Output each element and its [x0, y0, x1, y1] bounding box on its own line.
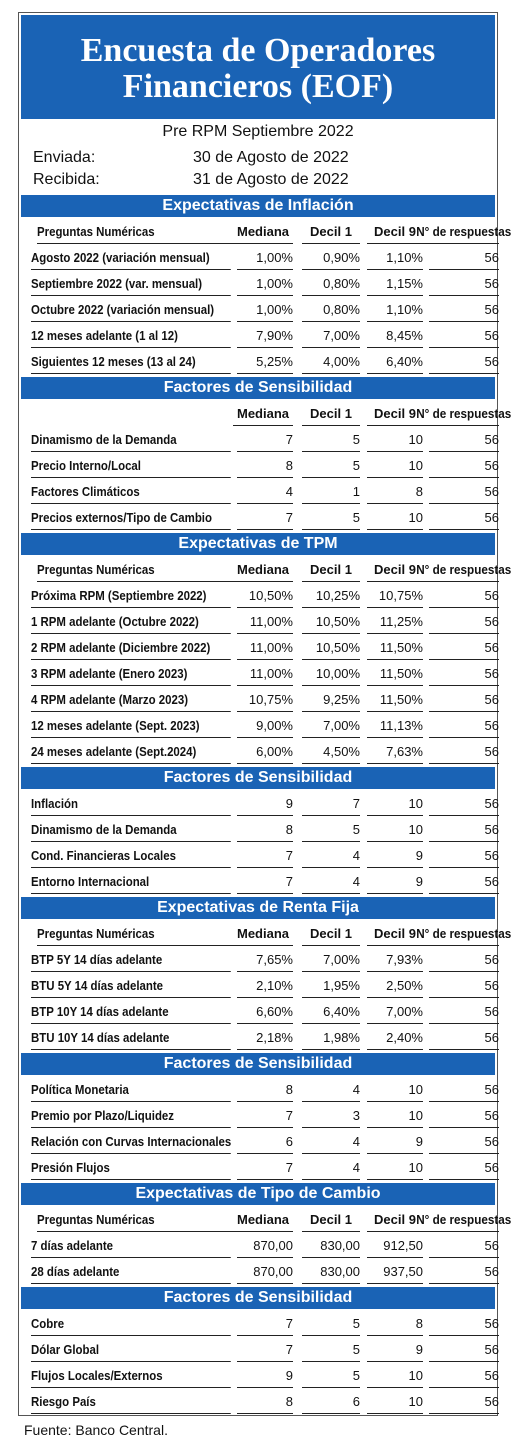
row-label: Siguientes 12 meses (13 al 24)	[31, 351, 231, 374]
table-row	[27, 455, 499, 481]
column-header: Decil 9	[367, 221, 423, 244]
sent-label: Enviada:	[33, 149, 96, 166]
row-value: 4	[302, 1079, 360, 1102]
row-value: 5	[302, 429, 360, 452]
table-row	[27, 1261, 499, 1287]
received-row	[33, 171, 349, 189]
row-label: 12 meses adelante (1 al 12)	[31, 325, 231, 348]
row-value: 9,25%	[302, 689, 360, 712]
sent-value: 30 de Agosto de 2022	[193, 149, 349, 166]
table-row	[27, 845, 499, 871]
row-value: 7	[237, 507, 293, 530]
row-value: 7,93%	[367, 949, 423, 972]
row-value: 4	[302, 845, 360, 868]
row-value: 830,00	[302, 1261, 360, 1284]
row-value: 870,00	[237, 1235, 293, 1258]
row-value: 56	[429, 455, 499, 478]
row-label: BTP 5Y 14 días adelante	[31, 949, 231, 972]
row-label: Cobre	[31, 1313, 231, 1336]
row-value: 11,50%	[367, 663, 423, 686]
row-value: 56	[429, 1079, 499, 1102]
table-row	[27, 1027, 499, 1053]
row-value: 7,00%	[367, 1001, 423, 1024]
sent-row	[33, 149, 349, 167]
row-value: 6,60%	[237, 1001, 293, 1024]
row-value: 7	[237, 429, 293, 452]
row-value: 4	[302, 1157, 360, 1180]
table-row	[27, 949, 499, 975]
row-value: 56	[429, 351, 499, 374]
table-header-row	[27, 923, 512, 949]
row-value: 0,90%	[302, 247, 360, 270]
row-value: 6,40%	[367, 351, 423, 374]
section-title: Expectativas de Renta Fija	[21, 897, 495, 919]
column-header: Preguntas Numéricas	[37, 923, 237, 946]
column-header: N° de respuestas	[416, 1209, 499, 1232]
row-value: 56	[429, 1027, 499, 1050]
row-label: 28 días adelante	[31, 1261, 231, 1284]
row-value: 912,50	[367, 1235, 423, 1258]
column-header: Decil 1	[302, 923, 360, 946]
row-value: 1,10%	[367, 299, 423, 322]
table-row	[27, 741, 499, 767]
row-value: 56	[429, 1001, 499, 1024]
row-value: 5	[302, 455, 360, 478]
row-label: BTP 10Y 14 días adelante	[31, 1001, 231, 1024]
table-row	[27, 1391, 499, 1417]
row-value: 56	[429, 1157, 499, 1180]
table-header-row	[27, 403, 512, 429]
column-header: Mediana	[233, 221, 293, 244]
row-value: 10	[367, 819, 423, 842]
row-value: 6	[302, 1391, 360, 1414]
column-header: Mediana	[233, 403, 293, 426]
table-row	[27, 1365, 499, 1391]
row-value: 56	[429, 715, 499, 738]
table-row	[27, 351, 499, 377]
row-value: 6,00%	[237, 741, 293, 764]
row-value: 7	[237, 1157, 293, 1180]
row-value: 5	[302, 507, 360, 530]
row-label: Octubre 2022 (variación mensual)	[31, 299, 231, 322]
table-row	[27, 247, 499, 273]
row-value: 7	[237, 845, 293, 868]
table-row	[27, 1235, 499, 1261]
table-row	[27, 637, 499, 663]
table-row	[27, 429, 499, 455]
row-label: Próxima RPM (Septiembre 2022)	[31, 585, 231, 608]
row-value: 56	[429, 1391, 499, 1414]
row-value: 56	[429, 1235, 499, 1258]
row-value: 10	[367, 1391, 423, 1414]
row-value: 7	[237, 1105, 293, 1128]
row-label: Dinamismo de la Demanda	[31, 819, 231, 842]
table-row	[27, 299, 499, 325]
row-label: 2 RPM adelante (Diciembre 2022)	[31, 637, 231, 660]
column-header: Decil 9	[367, 1209, 423, 1232]
title-line-1: Encuesta de Operadores	[80, 32, 436, 69]
row-value: 8,45%	[367, 325, 423, 348]
row-value: 1,00%	[237, 247, 293, 270]
table-row	[27, 1105, 499, 1131]
received-value: 31 de Agosto de 2022	[193, 171, 349, 188]
row-value: 6	[237, 1131, 293, 1154]
section-title: Expectativas de Inflación	[21, 195, 495, 217]
row-value: 9	[367, 1131, 423, 1154]
row-value: 56	[429, 1365, 499, 1388]
row-label: 1 RPM adelante (Octubre 2022)	[31, 611, 231, 634]
column-header: N° de respuestas	[416, 221, 499, 244]
section-title: Factores de Sensibilidad	[21, 1287, 495, 1309]
row-value: 4	[237, 481, 293, 504]
table-row	[27, 1131, 499, 1157]
source-footer: Fuente: Banco Central.	[24, 1422, 168, 1438]
row-label: BTU 10Y 14 días adelante	[31, 1027, 231, 1050]
row-label: 7 días adelante	[31, 1235, 231, 1258]
row-label: 4 RPM adelante (Marzo 2023)	[31, 689, 231, 712]
row-value: 56	[429, 585, 499, 608]
row-value: 2,10%	[237, 975, 293, 998]
row-value: 10,50%	[302, 637, 360, 660]
row-label: Dinamismo de la Demanda	[31, 429, 231, 452]
row-value: 8	[367, 1313, 423, 1336]
row-value: 1,00%	[237, 299, 293, 322]
row-value: 5	[302, 819, 360, 842]
row-value: 870,00	[237, 1261, 293, 1284]
report-frame	[18, 12, 512, 1416]
table-row	[27, 663, 499, 689]
row-value: 7,00%	[302, 715, 360, 738]
row-value: 11,25%	[367, 611, 423, 634]
row-value: 5,25%	[237, 351, 293, 374]
row-label: Inflación	[31, 793, 231, 816]
row-value: 1,98%	[302, 1027, 360, 1050]
row-value: 9,00%	[237, 715, 293, 738]
row-value: 4	[302, 871, 360, 894]
table-row	[27, 793, 499, 819]
row-value: 56	[429, 793, 499, 816]
row-value: 0,80%	[302, 273, 360, 296]
row-value: 10	[367, 1105, 423, 1128]
row-value: 9	[237, 793, 293, 816]
section-title: Factores de Sensibilidad	[21, 767, 495, 789]
column-header: Decil 1	[302, 403, 360, 426]
row-value: 11,13%	[367, 715, 423, 738]
row-label: Septiembre 2022 (var. mensual)	[31, 273, 231, 296]
row-value: 10	[367, 455, 423, 478]
row-value: 10	[367, 429, 423, 452]
table-row	[27, 1157, 499, 1183]
row-value: 56	[429, 247, 499, 270]
column-header	[37, 403, 237, 425]
table-row	[27, 689, 499, 715]
row-value: 56	[429, 819, 499, 842]
row-value: 8	[237, 1391, 293, 1414]
row-label: 3 RPM adelante (Enero 2023)	[31, 663, 231, 686]
row-value: 4,00%	[302, 351, 360, 374]
row-value: 56	[429, 845, 499, 868]
row-label: Relación con Curvas Internacionales	[31, 1131, 231, 1154]
table-header-row	[27, 221, 512, 247]
row-value: 0,80%	[302, 299, 360, 322]
row-value: 7,90%	[237, 325, 293, 348]
row-label: Flujos Locales/Externos	[31, 1365, 231, 1388]
row-value: 10,50%	[237, 585, 293, 608]
table-header-row	[27, 559, 512, 585]
table-row	[27, 1079, 499, 1105]
table-row	[27, 273, 499, 299]
row-value: 8	[237, 819, 293, 842]
row-value: 10	[367, 1079, 423, 1102]
column-header: N° de respuestas	[416, 923, 499, 946]
row-value: 10,75%	[237, 689, 293, 712]
row-value: 1,15%	[367, 273, 423, 296]
row-value: 10	[367, 793, 423, 816]
received-label: Recibida:	[33, 171, 100, 188]
row-value: 56	[429, 481, 499, 504]
row-value: 7	[237, 1339, 293, 1362]
row-value: 56	[429, 507, 499, 530]
survey-info	[19, 123, 497, 201]
row-value: 3	[302, 1105, 360, 1128]
row-label: Precios externos/Tipo de Cambio	[31, 507, 231, 530]
column-header: Preguntas Numéricas	[37, 221, 237, 244]
row-value: 9	[367, 845, 423, 868]
row-label: Dólar Global	[31, 1339, 231, 1362]
row-label: Agosto 2022 (variación mensual)	[31, 247, 231, 270]
row-value: 56	[429, 689, 499, 712]
row-value: 7,00%	[302, 325, 360, 348]
row-label: Premio por Plazo/Liquidez	[31, 1105, 231, 1128]
row-value: 830,00	[302, 1235, 360, 1258]
row-label: Cond. Financieras Locales	[31, 845, 231, 868]
table-row	[27, 507, 499, 533]
row-value: 6,40%	[302, 1001, 360, 1024]
table-row	[27, 1001, 499, 1027]
column-header: Decil 9	[367, 923, 423, 946]
row-value: 11,00%	[237, 663, 293, 686]
row-value: 1	[302, 481, 360, 504]
table-row	[27, 325, 499, 351]
row-value: 7	[237, 871, 293, 894]
row-value: 10,25%	[302, 585, 360, 608]
row-value: 56	[429, 1339, 499, 1362]
row-value: 56	[429, 611, 499, 634]
title-line-2: Financieros (EOF)	[122, 68, 394, 105]
table-row	[27, 819, 499, 845]
column-header: Decil 9	[367, 403, 423, 426]
table-row	[27, 1313, 499, 1339]
row-label: 12 meses adelante (Sept. 2023)	[31, 715, 231, 738]
row-label: Factores Climáticos	[31, 481, 231, 504]
row-label: Presión Flujos	[31, 1157, 231, 1180]
column-header: N° de respuestas	[416, 403, 499, 426]
row-value: 1,95%	[302, 975, 360, 998]
row-value: 11,50%	[367, 689, 423, 712]
row-value: 56	[429, 325, 499, 348]
row-value: 8	[367, 481, 423, 504]
row-value: 56	[429, 1313, 499, 1336]
column-header: Decil 9	[367, 559, 423, 582]
column-header: Decil 1	[302, 559, 360, 582]
column-header: Mediana	[233, 559, 293, 582]
table-row	[27, 975, 499, 1001]
section-title: Expectativas de Tipo de Cambio	[21, 1183, 495, 1205]
table-row	[27, 715, 499, 741]
row-value: 56	[429, 273, 499, 296]
row-value: 2,18%	[237, 1027, 293, 1050]
row-value: 56	[429, 637, 499, 660]
section-title: Expectativas de TPM	[21, 533, 495, 555]
row-value: 5	[302, 1339, 360, 1362]
row-value: 11,00%	[237, 637, 293, 660]
table-header-row	[27, 1209, 512, 1235]
column-header: Mediana	[233, 1209, 293, 1232]
table-row	[27, 611, 499, 637]
section-title: Factores de Sensibilidad	[21, 1053, 495, 1075]
row-value: 10,00%	[302, 663, 360, 686]
table-row	[27, 585, 499, 611]
row-value: 10,75%	[367, 585, 423, 608]
column-header: Decil 1	[302, 221, 360, 244]
row-value: 56	[429, 949, 499, 972]
row-value: 10,50%	[302, 611, 360, 634]
row-value: 8	[237, 1079, 293, 1102]
table-row	[27, 481, 499, 507]
row-value: 56	[429, 871, 499, 894]
row-label: Precio Interno/Local	[31, 455, 231, 478]
row-value: 10	[367, 507, 423, 530]
row-value: 7,63%	[367, 741, 423, 764]
row-value: 56	[429, 299, 499, 322]
column-header: Preguntas Numéricas	[37, 559, 237, 582]
row-value: 56	[429, 741, 499, 764]
row-value: 9	[367, 871, 423, 894]
row-value: 2,40%	[367, 1027, 423, 1050]
row-value: 10	[367, 1365, 423, 1388]
row-value: 9	[237, 1365, 293, 1388]
row-value: 10	[367, 1157, 423, 1180]
column-header: Decil 1	[302, 1209, 360, 1232]
row-value: 4	[302, 1131, 360, 1154]
row-value: 1,10%	[367, 247, 423, 270]
table-row	[27, 1339, 499, 1365]
row-value: 937,50	[367, 1261, 423, 1284]
column-header: Mediana	[233, 923, 293, 946]
row-label: 24 meses adelante (Sept.2024)	[31, 741, 231, 764]
row-value: 7,65%	[237, 949, 293, 972]
column-header: Preguntas Numéricas	[37, 1209, 237, 1232]
title-banner	[21, 15, 495, 119]
row-label: Entorno Internacional	[31, 871, 231, 894]
row-value: 11,50%	[367, 637, 423, 660]
row-value: 56	[429, 1105, 499, 1128]
row-value: 7	[302, 793, 360, 816]
subtitle: Pre RPM Septiembre 2022	[162, 123, 354, 140]
table-row	[27, 871, 499, 897]
row-value: 5	[302, 1365, 360, 1388]
row-value: 56	[429, 1131, 499, 1154]
row-value: 4,50%	[302, 741, 360, 764]
row-value: 5	[302, 1313, 360, 1336]
row-value: 9	[367, 1339, 423, 1362]
row-value: 2,50%	[367, 975, 423, 998]
row-value: 7	[237, 1313, 293, 1336]
row-value: 11,00%	[237, 611, 293, 634]
row-value: 7,00%	[302, 949, 360, 972]
row-label: Política Monetaria	[31, 1079, 231, 1102]
row-value: 56	[429, 429, 499, 452]
row-value: 8	[237, 455, 293, 478]
row-value: 56	[429, 975, 499, 998]
row-value: 56	[429, 663, 499, 686]
row-label: BTU 5Y 14 días adelante	[31, 975, 231, 998]
row-value: 1,00%	[237, 273, 293, 296]
row-value: 56	[429, 1261, 499, 1284]
section-title: Factores de Sensibilidad	[21, 377, 495, 399]
column-header: N° de respuestas	[416, 559, 499, 582]
row-label: Riesgo País	[31, 1391, 231, 1414]
